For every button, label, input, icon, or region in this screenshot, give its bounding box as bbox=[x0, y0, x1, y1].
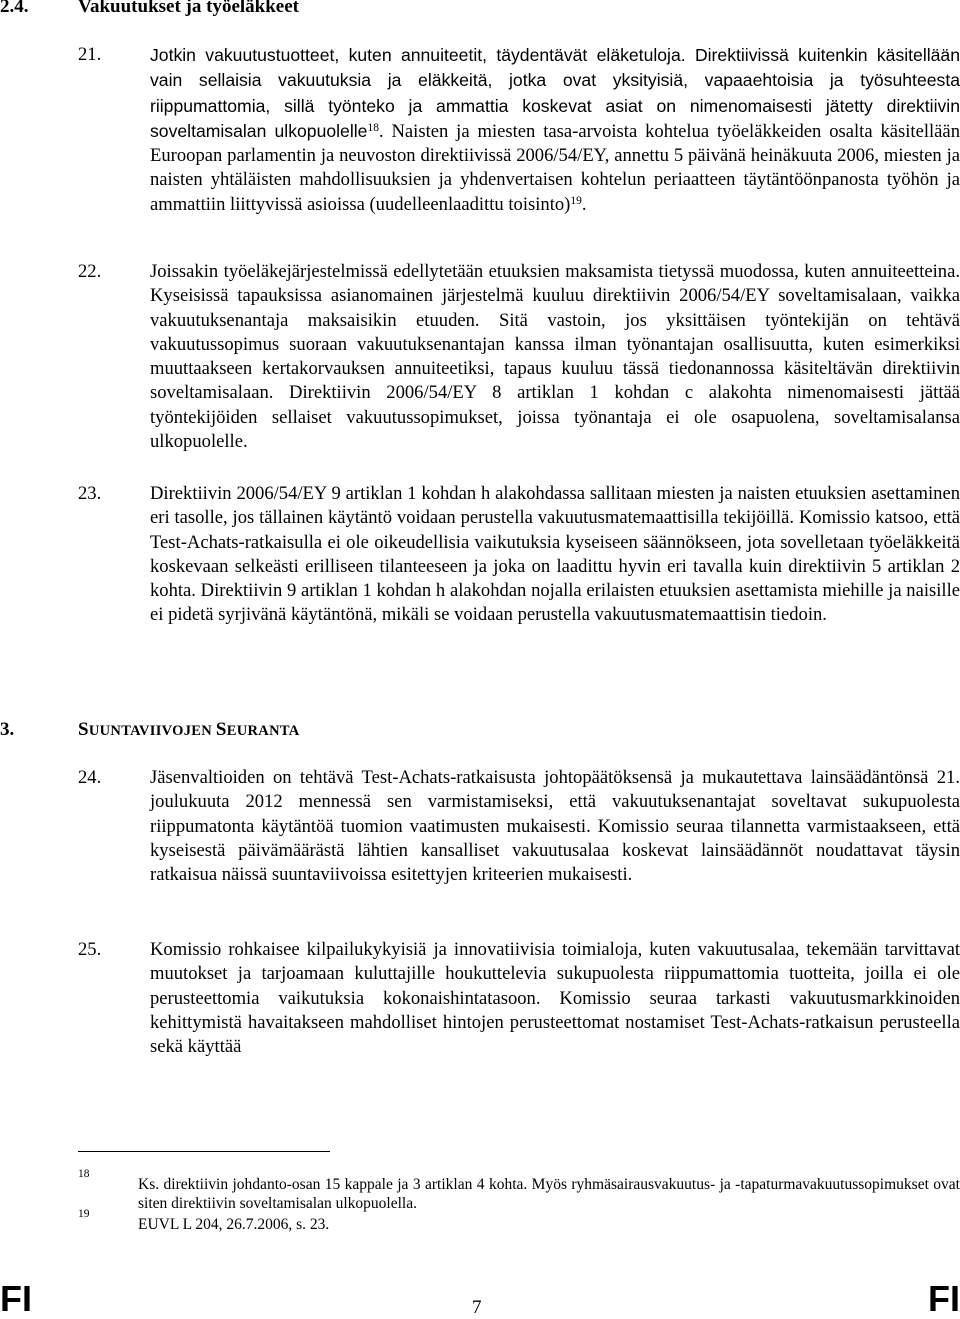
section-number: 2.4. bbox=[0, 0, 29, 17]
footnote-number: 18 bbox=[78, 1168, 90, 1180]
paragraph-number: 24. bbox=[78, 767, 102, 788]
footer-language-code-right: FI bbox=[928, 1278, 960, 1319]
paragraph-text bbox=[150, 43, 960, 217]
paragraph-number: 25. bbox=[78, 939, 102, 960]
paragraph-text: Komissio rohkaisee kilpailukykyisiä ja innovatiivisia toimialoja, kuten vakuutusalaa, tekemään tarvittavat muutokset ja tarjoamaan kuluttajille houkuttelevia sukupuolesta riippumattomia tuotteita, joilla ei ole perusteettomia vaikutuksia kokonaishintatasoon. Komissio seuraa tarkasti vakuutusmarkkinoiden kehittymistä havaitakseen mahdolliset hintojen perusteettomat nostamiset Test-Achats-ratkaisun perusteella sekä käyttää bbox=[150, 939, 960, 1058]
paragraph-text-part-c: . bbox=[581, 193, 587, 215]
section-title-initial-2: S bbox=[215, 719, 227, 740]
section-title-smallcaps-1: UUNTAVIIVOJEN bbox=[88, 723, 216, 739]
paragraph-text-part-a: Jotkin vakuutustuotteet, kuten annuiteetit, täydentävät eläketuloja. Direktiivissä kuitenkin käsitellään vain sellaisia vakuutuksia ja eläkkeitä, jotka ovat yksityisiä, vapaaehtoisia ja työsuhteesta riippumattomia, sillä työnteko ja ammattia koskevat asiat on nimenomaisesti jätetty direktiivin soveltamisalan ulkopuolelle bbox=[150, 45, 960, 141]
section-number: 3. bbox=[0, 719, 15, 740]
footnote-divider bbox=[78, 1151, 330, 1152]
footer-language-code-left: FI bbox=[0, 1278, 32, 1319]
paragraph-number: 21. bbox=[78, 44, 102, 65]
paragraph-number: 23. bbox=[78, 483, 102, 504]
paragraph-text: Direktiivin 2006/54/EY 9 artiklan 1 kohdan h alakohdassa sallitaan miesten ja naisten etuuksien asettaminen eri tasolle, jos tällainen käytäntö voidaan perustella vakuutusmatemaattisilla tekijöillä. Komissio katsoo, että Test-Achats-ratkaisulla ei ole oikeudellisia vaikutuksia kyseiseen säännökseen, jota sovelletaan työeläkkeitä koskevaan selkeästi erilliseen tilanteeseen ja joka on laadittu hyvin eri tavalla kuin direktiivin 5 artiklan 2 kohta. Direktiivin 9 artiklan 1 kohdan h alakohdan nojalla erilaisten etuuksien asettamista miehille ja naisille ei pidetä syrjivänä käytäntönä, mikäli se voidaan perustella vakuutusmatemaattisin tiedoin. bbox=[150, 483, 960, 626]
section-title-smallcaps-2: EURANTA bbox=[226, 723, 300, 739]
footnote-ref-19[interactable]: 19 bbox=[570, 194, 582, 207]
footnote-text: EUVL L 204, 26.7.2006, s. 23. bbox=[138, 1216, 330, 1233]
paragraph-text: Joissakin työeläkejärjestelmissä edellytetään etuuksien maksamista tietyssä muodossa, kuten annuiteetteina. Kyseisissä tapauksissa asianomainen järjestelmä kuuluu direktiivin 2006/54/EY soveltamisalaan, vaikka vakuutuksenantaja maksaisikin etuuden. Sitä vastoin, jos yksittäisen työntekijän on tehtävä vakuutussopimus suoraan vakuutuksenantajan kanssa ilman työnantajan osallisuutta, kuten esimerkiksi muuttaakseen kertakorvauksen annuiteetiksi, tapaus kuuluu tässä tiedonannossa käsiteltävän direktiivin soveltamisalaan. Direktiivin 2006/54/EY 8 artiklan 1 kohdan c alakohta nimenomaisesti jättää työntekijöiden sellaiset vakuutussopimukset, joissa työnantaja ei ole osapuolena, soveltamisalansa ulkopuolelle. bbox=[150, 261, 960, 453]
section-title-initial-1: S bbox=[78, 719, 89, 740]
page-number: 7 bbox=[472, 1297, 482, 1318]
section-title: Vakuutukset ja työeläkkeet bbox=[78, 0, 299, 17]
footnote-ref-18[interactable]: 18 bbox=[367, 121, 379, 134]
paragraph-text-part-b: . Naisten ja miesten tasa-arvoista kohtelua työeläkkeiden osalta käsitellään Euroopan parlamentin ja neuvoston direktiivissä 2006/54/EY, annettu 5 päivänä heinäkuuta 2006, miesten ja naisten yhtäläisten mahdollisuuksien ja yhdenvertaisen kohtelun periaatteen täytäntöönpanosta työhön ja ammattiin liittyvissä asioissa (uudelleenlaadittu toisinto) bbox=[150, 120, 960, 215]
footnote-number: 19 bbox=[78, 1208, 90, 1220]
paragraph-text: Jäsenvaltioiden on tehtävä Test-Achats-ratkaisusta johtopäätöksensä ja mukautettava lainsäädäntönsä 21. joulukuuta 2012 mennessä sen varmistamiseksi, että vakuutuksenantajat soveltavat sukupuolesta riippumatonta käytäntöä tuomion vaatimusten mukaisesti. Komissio seuraa tilannetta varmistaakseen, että kyseisestä päivämäärästä lähtien kansalliset vakuutusalaa koskevat lainsäädännöt noudattavat täysin ratkaisua näissä suuntaviivoissa esitettyjen kriteerien mukaisesti. bbox=[150, 767, 960, 886]
footnote-text: Ks. direktiivin johdanto-osan 15 kappale ja 3 artiklan 4 kohta. Myös ryhmäsairausvakuutus- ja -tapaturmavakuutussopimukset ovat siten direktiivin soveltamisalan ulkopuolella. bbox=[138, 1176, 960, 1212]
paragraph-number: 22. bbox=[78, 261, 102, 282]
section-title bbox=[78, 719, 300, 741]
